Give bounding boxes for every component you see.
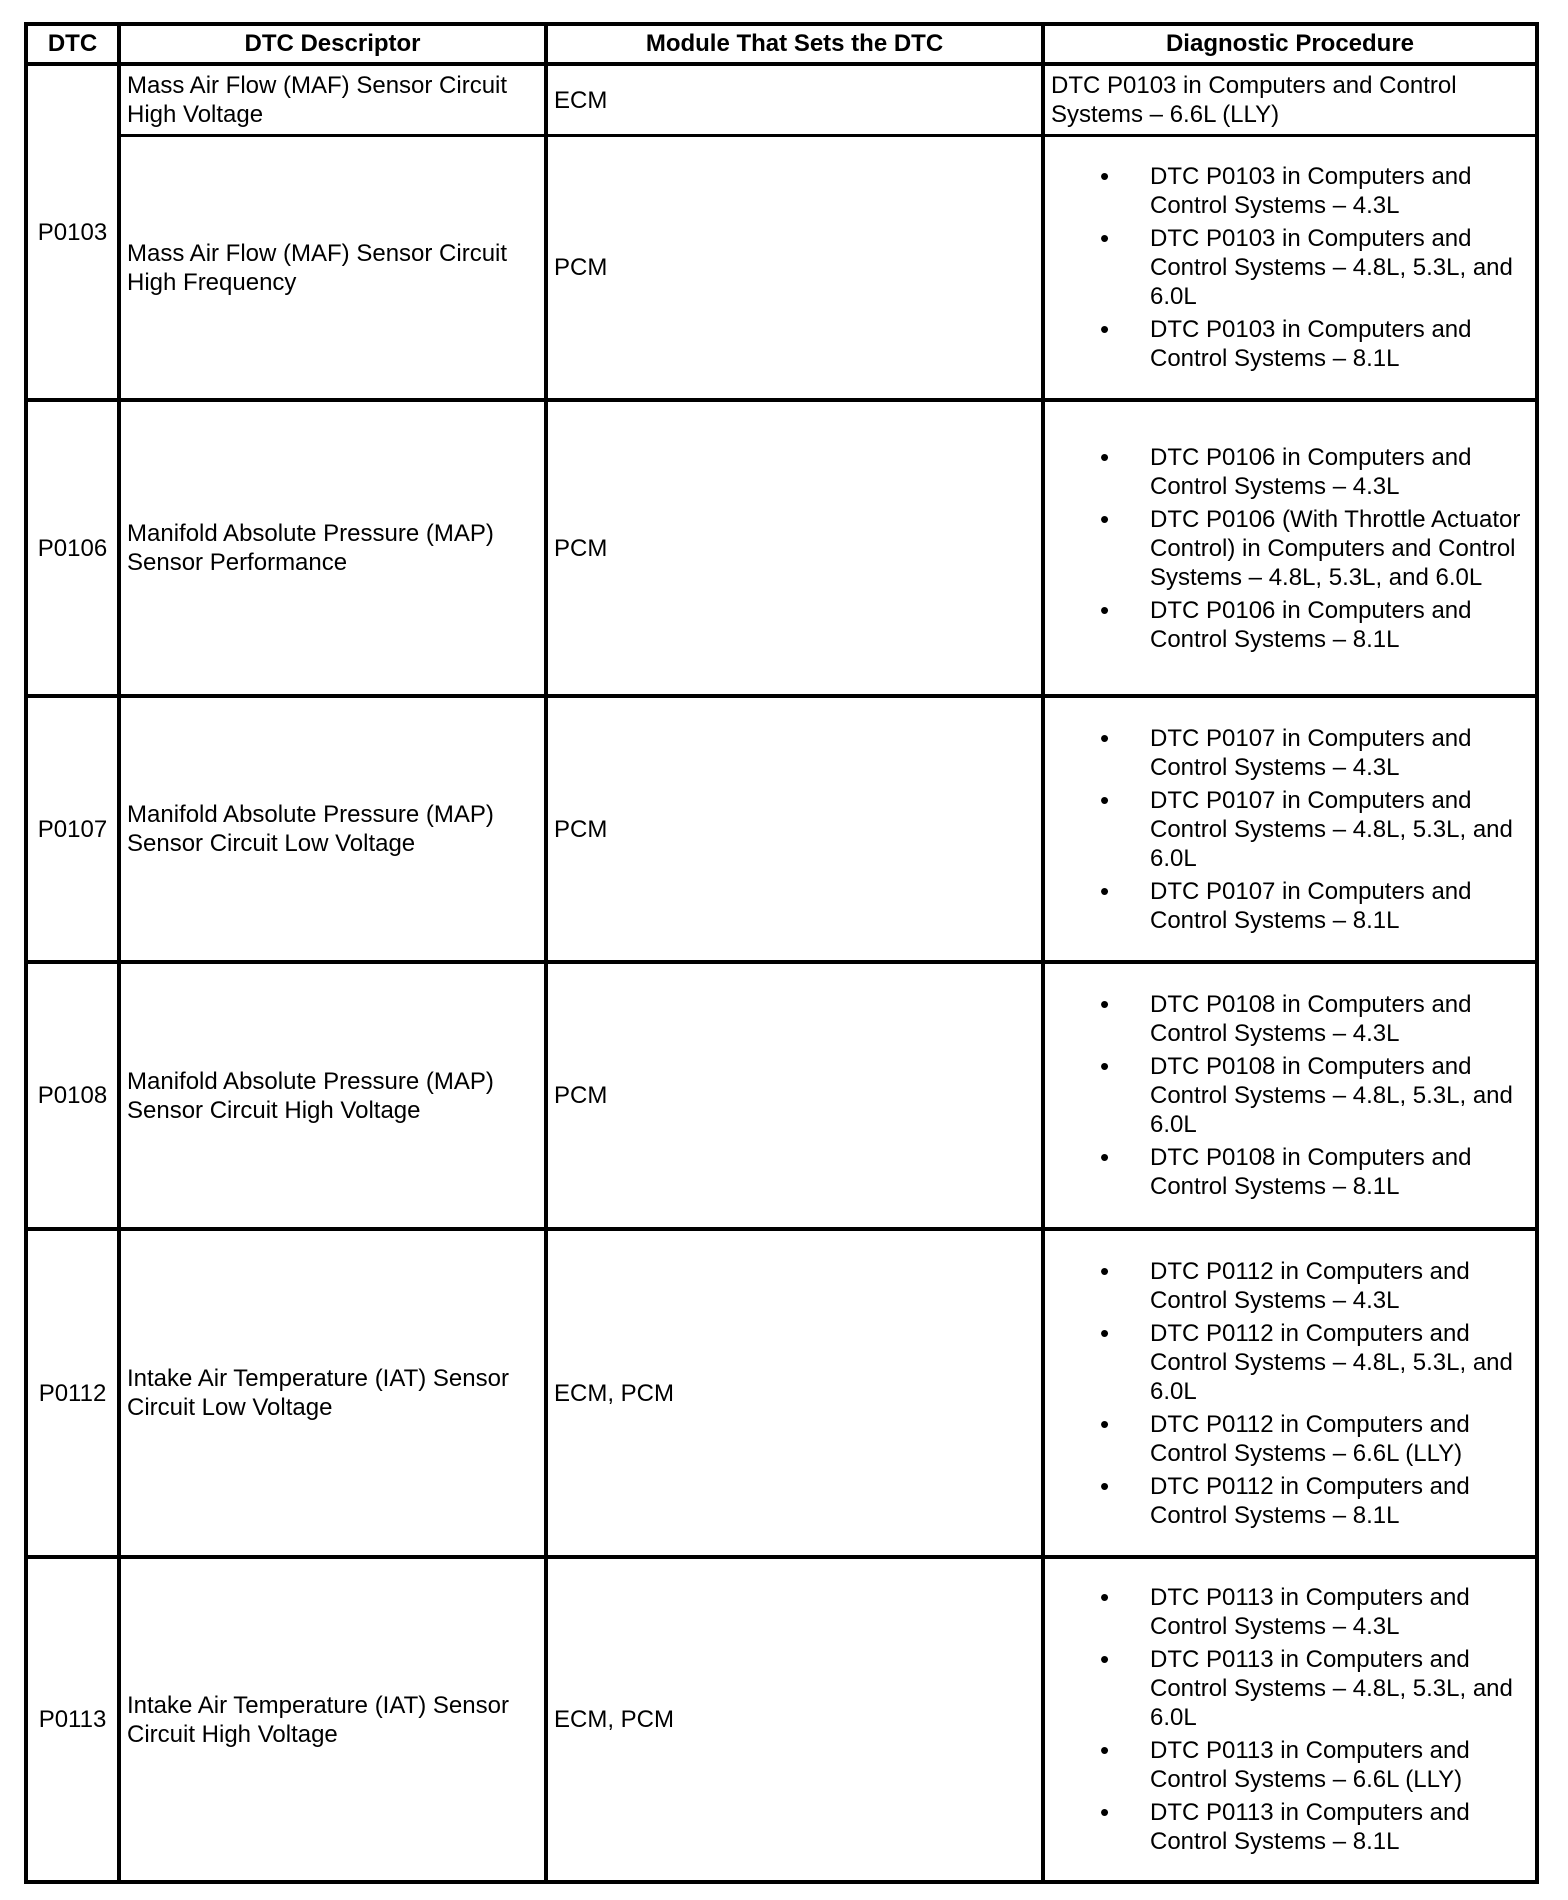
dtc-code: P0112 bbox=[38, 1379, 107, 1407]
procedure-item: • DTC P0106 (With Throttle Actuator Control) in Computers and Control Systems – 4.8L, 5.3L, and 6.0L bbox=[1045, 505, 1535, 592]
module-cell bbox=[548, 964, 1041, 1227]
module-text: ECM, PCM bbox=[554, 1706, 674, 1733]
dtc-code: P0103 bbox=[37, 218, 108, 246]
header-module: Module That Sets the DTC bbox=[645, 30, 944, 57]
procedure-item: • DTC P0107 in Computers and Control Systems – 4.3L bbox=[1045, 724, 1535, 782]
module-text: ECM, PCM bbox=[554, 1379, 674, 1407]
dtc-descriptor bbox=[121, 137, 544, 398]
procedure-item: • DTC P0106 in Computers and Control Systems – 4.3L bbox=[1045, 443, 1535, 501]
module-cell bbox=[548, 402, 1041, 694]
dtc-code: P0108 bbox=[37, 1082, 108, 1109]
dtc-code: P0113 bbox=[38, 1706, 107, 1733]
procedure-item: • DTC P0112 in Computers and Control Systems – 4.8L, 5.3L, and 6.0L bbox=[1045, 1319, 1535, 1406]
procedure-item: • DTC P0113 in Computers and Control Systems – 4.3L bbox=[1045, 1583, 1535, 1641]
module-cell bbox=[548, 1559, 1041, 1880]
procedure-text: DTC P0103 in Computers and Control Systems – 6.6L (LLY) bbox=[1051, 72, 1457, 128]
procedure-list bbox=[1045, 1583, 1535, 1856]
dtc-descriptor bbox=[121, 66, 544, 134]
procedure-list bbox=[1045, 1257, 1535, 1530]
dtc-table bbox=[24, 22, 1539, 1884]
module-cell bbox=[548, 137, 1041, 398]
procedure-list bbox=[1045, 990, 1535, 1201]
descriptor-text: Intake Air Temperature (IAT) Sensor Circuit High Voltage bbox=[127, 1691, 509, 1748]
dtc-code: P0106 bbox=[37, 534, 108, 562]
table-border-bottom bbox=[24, 1880, 1539, 1884]
module-cell bbox=[548, 66, 1041, 134]
procedure-item: • DTC P0113 in Computers and Control Systems – 6.6L (LLY) bbox=[1045, 1736, 1535, 1794]
header-dtc: DTC bbox=[47, 30, 98, 57]
descriptor-text: Mass Air Flow (MAF) Sensor Circuit High Voltage bbox=[127, 72, 508, 128]
procedure-item: • DTC P0106 in Computers and Control Systems – 8.1L bbox=[1045, 596, 1535, 654]
table-border-right bbox=[1535, 22, 1539, 1884]
dtc-descriptor bbox=[121, 698, 544, 960]
module-text: PCM bbox=[554, 254, 608, 281]
procedure-cell bbox=[1045, 698, 1535, 960]
module-text: ECM bbox=[554, 86, 608, 114]
procedure-item: • DTC P0113 in Computers and Control Systems – 8.1L bbox=[1045, 1798, 1535, 1856]
module-text: PCM bbox=[554, 1082, 608, 1109]
procedure-item: • DTC P0107 in Computers and Control Systems – 4.8L, 5.3L, and 6.0L bbox=[1045, 786, 1535, 873]
descriptor-text: Manifold Absolute Pressure (MAP) Sensor Performance bbox=[127, 520, 494, 576]
procedure-list bbox=[1045, 724, 1535, 935]
procedure-cell bbox=[1045, 66, 1535, 134]
dtc-descriptor bbox=[121, 402, 544, 694]
procedure-item: • DTC P0112 in Computers and Control Systems – 8.1L bbox=[1045, 1472, 1535, 1530]
procedure-item: • DTC P0108 in Computers and Control Systems – 4.3L bbox=[1045, 990, 1535, 1048]
dtc-descriptor bbox=[121, 1559, 544, 1880]
procedure-item: • DTC P0103 in Computers and Control Systems – 4.3L bbox=[1045, 162, 1535, 220]
procedure-item: • DTC P0108 in Computers and Control Systems – 8.1L bbox=[1045, 1143, 1535, 1201]
procedure-cell bbox=[1045, 402, 1535, 694]
module-cell bbox=[548, 1231, 1041, 1555]
procedure-item: • DTC P0113 in Computers and Control Systems – 4.8L, 5.3L, and 6.0L bbox=[1045, 1645, 1535, 1732]
procedure-cell bbox=[1045, 1231, 1535, 1555]
module-text: PCM bbox=[554, 815, 608, 843]
procedure-item: • DTC P0107 in Computers and Control Systems – 8.1L bbox=[1045, 877, 1535, 935]
header-descriptor: DTC Descriptor bbox=[244, 30, 421, 57]
procedure-cell bbox=[1045, 1559, 1535, 1880]
descriptor-text: Mass Air Flow (MAF) Sensor Circuit High Frequency bbox=[127, 239, 508, 296]
dtc-descriptor bbox=[121, 1231, 544, 1555]
procedure-item: • DTC P0108 in Computers and Control Systems – 4.8L, 5.3L, and 6.0L bbox=[1045, 1052, 1535, 1139]
procedure-item: • DTC P0112 in Computers and Control Systems – 4.3L bbox=[1045, 1257, 1535, 1315]
descriptor-text: Manifold Absolute Pressure (MAP) Sensor Circuit Low Voltage bbox=[127, 801, 494, 857]
descriptor-text: Intake Air Temperature (IAT) Sensor Circuit Low Voltage bbox=[127, 1365, 509, 1421]
procedure-item: • DTC P0103 in Computers and Control Systems – 8.1L bbox=[1045, 315, 1535, 373]
descriptor-text: Manifold Absolute Pressure (MAP) Sensor Circuit High Voltage bbox=[127, 1067, 494, 1124]
module-text: PCM bbox=[554, 534, 608, 562]
dtc-code: P0107 bbox=[37, 815, 108, 843]
procedure-item: • DTC P0103 in Computers and Control Systems – 4.8L, 5.3L, and 6.0L bbox=[1045, 224, 1535, 311]
procedure-cell bbox=[1045, 964, 1535, 1227]
procedure-item: • DTC P0112 in Computers and Control Systems – 6.6L (LLY) bbox=[1045, 1410, 1535, 1468]
dtc-descriptor bbox=[121, 964, 544, 1227]
module-cell bbox=[548, 698, 1041, 960]
procedure-cell bbox=[1045, 137, 1535, 398]
procedure-list bbox=[1045, 443, 1535, 654]
procedure-list bbox=[1045, 162, 1535, 373]
header-procedure: Diagnostic Procedure bbox=[1165, 30, 1415, 57]
